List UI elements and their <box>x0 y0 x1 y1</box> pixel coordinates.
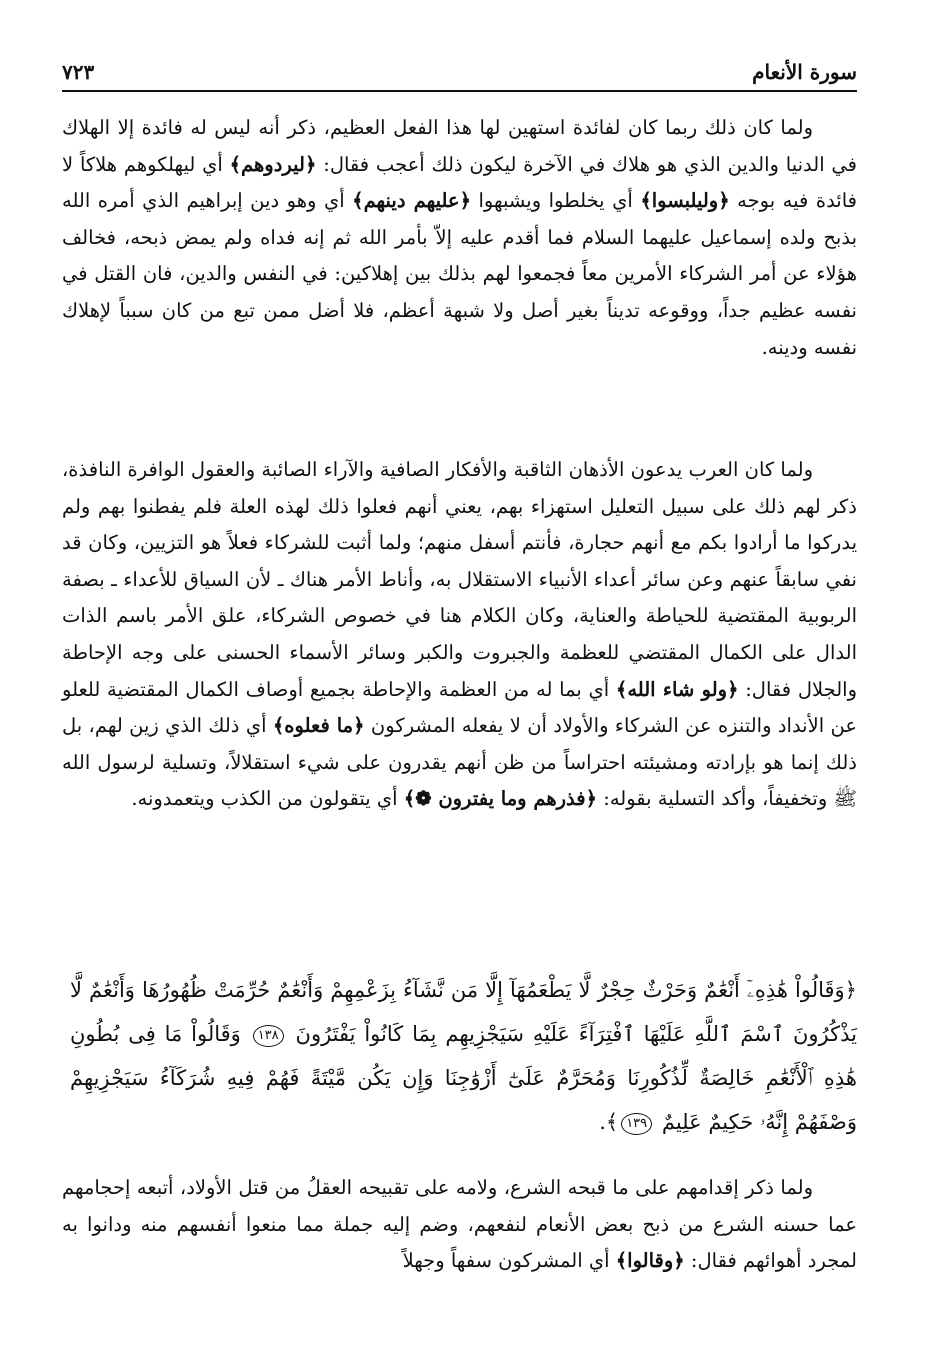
paragraph-text: أي المشركون سفهاً وجهلاً <box>402 1249 610 1273</box>
paragraph-text: أي يتقولون من الكذب ويتعمدونه. <box>131 787 398 811</box>
commentary-paragraph-2 <box>62 452 857 818</box>
quran-quote: ﴿ما فعلوه﴾ <box>272 714 365 738</box>
quran-quote: ﴿وقالوا﴾ <box>615 1249 685 1273</box>
quran-quote: ﴿عليهم دينهم﴾ <box>352 189 471 213</box>
paragraph-text: ولما كان ذلك ربما كان لفائدة استهين لها هذا الفعل العظيم، ذكر أنه ليس له فائدة إلا الهلاك في الدنيا والدين الذي هو هلاك في الآخرة ليكون ذلك أعجب فقال: <box>62 116 857 176</box>
verse-closing-bracket: ﴾. <box>599 1110 619 1134</box>
surah-name: سورة الأنعام <box>752 60 857 84</box>
commentary-paragraph-1 <box>62 110 857 366</box>
running-header <box>62 58 857 92</box>
paragraph-text: ولما ذكر إقدامهم على ما قبحه الشرع، ولامه على تقبيحه العقلُ من قتل الأولاد، أتبعه إحجامهم عما حسنه الشرع من ذبح بعض الأنعام لنفعهم، وضم إليه جملة مما منعوا أنفسهم منه ودانوا به لمجرد أهوائهم فقال: <box>62 1176 857 1273</box>
page-number: ٧٢٣ <box>62 60 95 84</box>
quran-quote: ﴿ليردوهم﴾ <box>229 152 317 176</box>
quran-quote: ﴿ولو شاء الله﴾ <box>615 677 739 701</box>
paragraph-text: أي ليهلكوهم هلاكاً لا فائدة فيه بوجه <box>62 152 857 213</box>
paragraph-text: أي ذلك الذي زين لهم، بل ذلك إنما هو بإرادته ومشيئته احتراساً من ظن أنهم يقدرون على شيء استقلالاً، وتسلية لرسول الله ﷺ وتخفيفاً، وأكد التسلية بقوله: <box>62 714 857 811</box>
quran-verses-block <box>70 968 857 1144</box>
verse-number-marker: ١٣٩ <box>621 1113 652 1135</box>
quran-quote: ﴿وليلبسوا﴾ <box>640 189 730 213</box>
paragraph-text: أي وهو دين إبراهيم الذي أمره الله بذبح ولده إسماعيل عليهما السلام فما أقدم عليه إلاّ بأمر الله ثم إنه فداه ولم يمض ذبحه، فخالف هؤلاء عن أمر الشركاء الأمرين معاً فجمعوا لهم بذلك بين إهلاكين: في النفس والدين، فان القتل في نفسه عظيم جداً، ووقوعه تديناً بغير أصل ولا شبهة أعظم، فلا أضل ممن تبع من كان سبباً لإهلاك نفسه ودينه. <box>62 189 857 359</box>
paragraph-text: أي يخلطوا ويشبهوا <box>478 189 633 213</box>
paragraph-text: ولما كان العرب يدعون الأذهان الثاقبة والأفكار الصافية والآراء الصائبة والعقول الوافرة النافذة، ذكر لهم ذلك على سبيل التعليل استهزاء بهم، يعني أنهم فعلوا ذلك لهذه العلة فلم يفطنوا بهم ولم يدركوا ما أرادوا بكم مع أنهم حجارة، فأنتم أسفل منهم؛ ولما أثبت للشركاء فعلاً هو التزيين، وكان قد نفي سابقاً عنهم وعن سائر أعداء الأنبياء الاستقلال به، وأناط الأمر هناك ـ لأن السياق للأعداء ـ بصفة الربوبية المقتضية للحياطة والعناية، وكان الكلام هنا في خصوص الشركاء، علق الأمر باسم الذات الدال على الكمال المقتضي للعظمة والجبروت والكبر وسائر الأسماء الحسنى على وجه الإحاطة والجلال فقال: <box>62 458 857 701</box>
verse-text-138: ﴿وَقَالُواْ هَٰذِهِۦٓ أَنْعَٰمٌ وَحَرْثٌ حِجْرٌ لَّا يَطْعَمُهَآ إِلَّا مَن نَّشَآءُ بِزَعْمِهِمْ وَأَنْعَٰمٌ حُرِّمَتْ ظُهُورُهَا وَأَنْعَٰمٌ لَّا يَذْكُرُونَ ٱسْمَ ٱللَّهِ عَلَيْهَا ٱفْتِرَآءً عَلَيْهِ سَيَجْزِيهِم بِمَا كَانُواْ يَفْتَرُونَ <box>70 978 857 1046</box>
verse-number-marker: ١٣٨ <box>253 1025 284 1047</box>
quran-quote: ﴿فذرهم وما يفترون ❁﴾ <box>403 787 598 811</box>
verse-text-139: وَقَالُواْ مَا فِى بُطُونِ هَٰذِهِ ٱلْأَنْعَٰمِ خَالِصَةٌ لِّذُكُورِنَا وَمُحَرَّمٌ عَلَىٰٓ أَزْوَٰجِنَا وَإِن يَكُن مَّيْتَةً فَهُمْ فِيهِ شُرَكَآءُ سَيَجْزِيهِمْ وَصْفَهُمْ إِنَّهُۥ حَكِيمٌ عَلِيمٌ <box>70 1022 857 1134</box>
commentary-paragraph-3 <box>62 1170 857 1280</box>
paragraph-text: أي بما له من العظمة والإحاطة بجميع أوصاف الكمال المقتضية للعلو عن الأنداد والتنزه عن الشركاء والأولاد أن لا يفعله المشركون <box>62 677 857 738</box>
